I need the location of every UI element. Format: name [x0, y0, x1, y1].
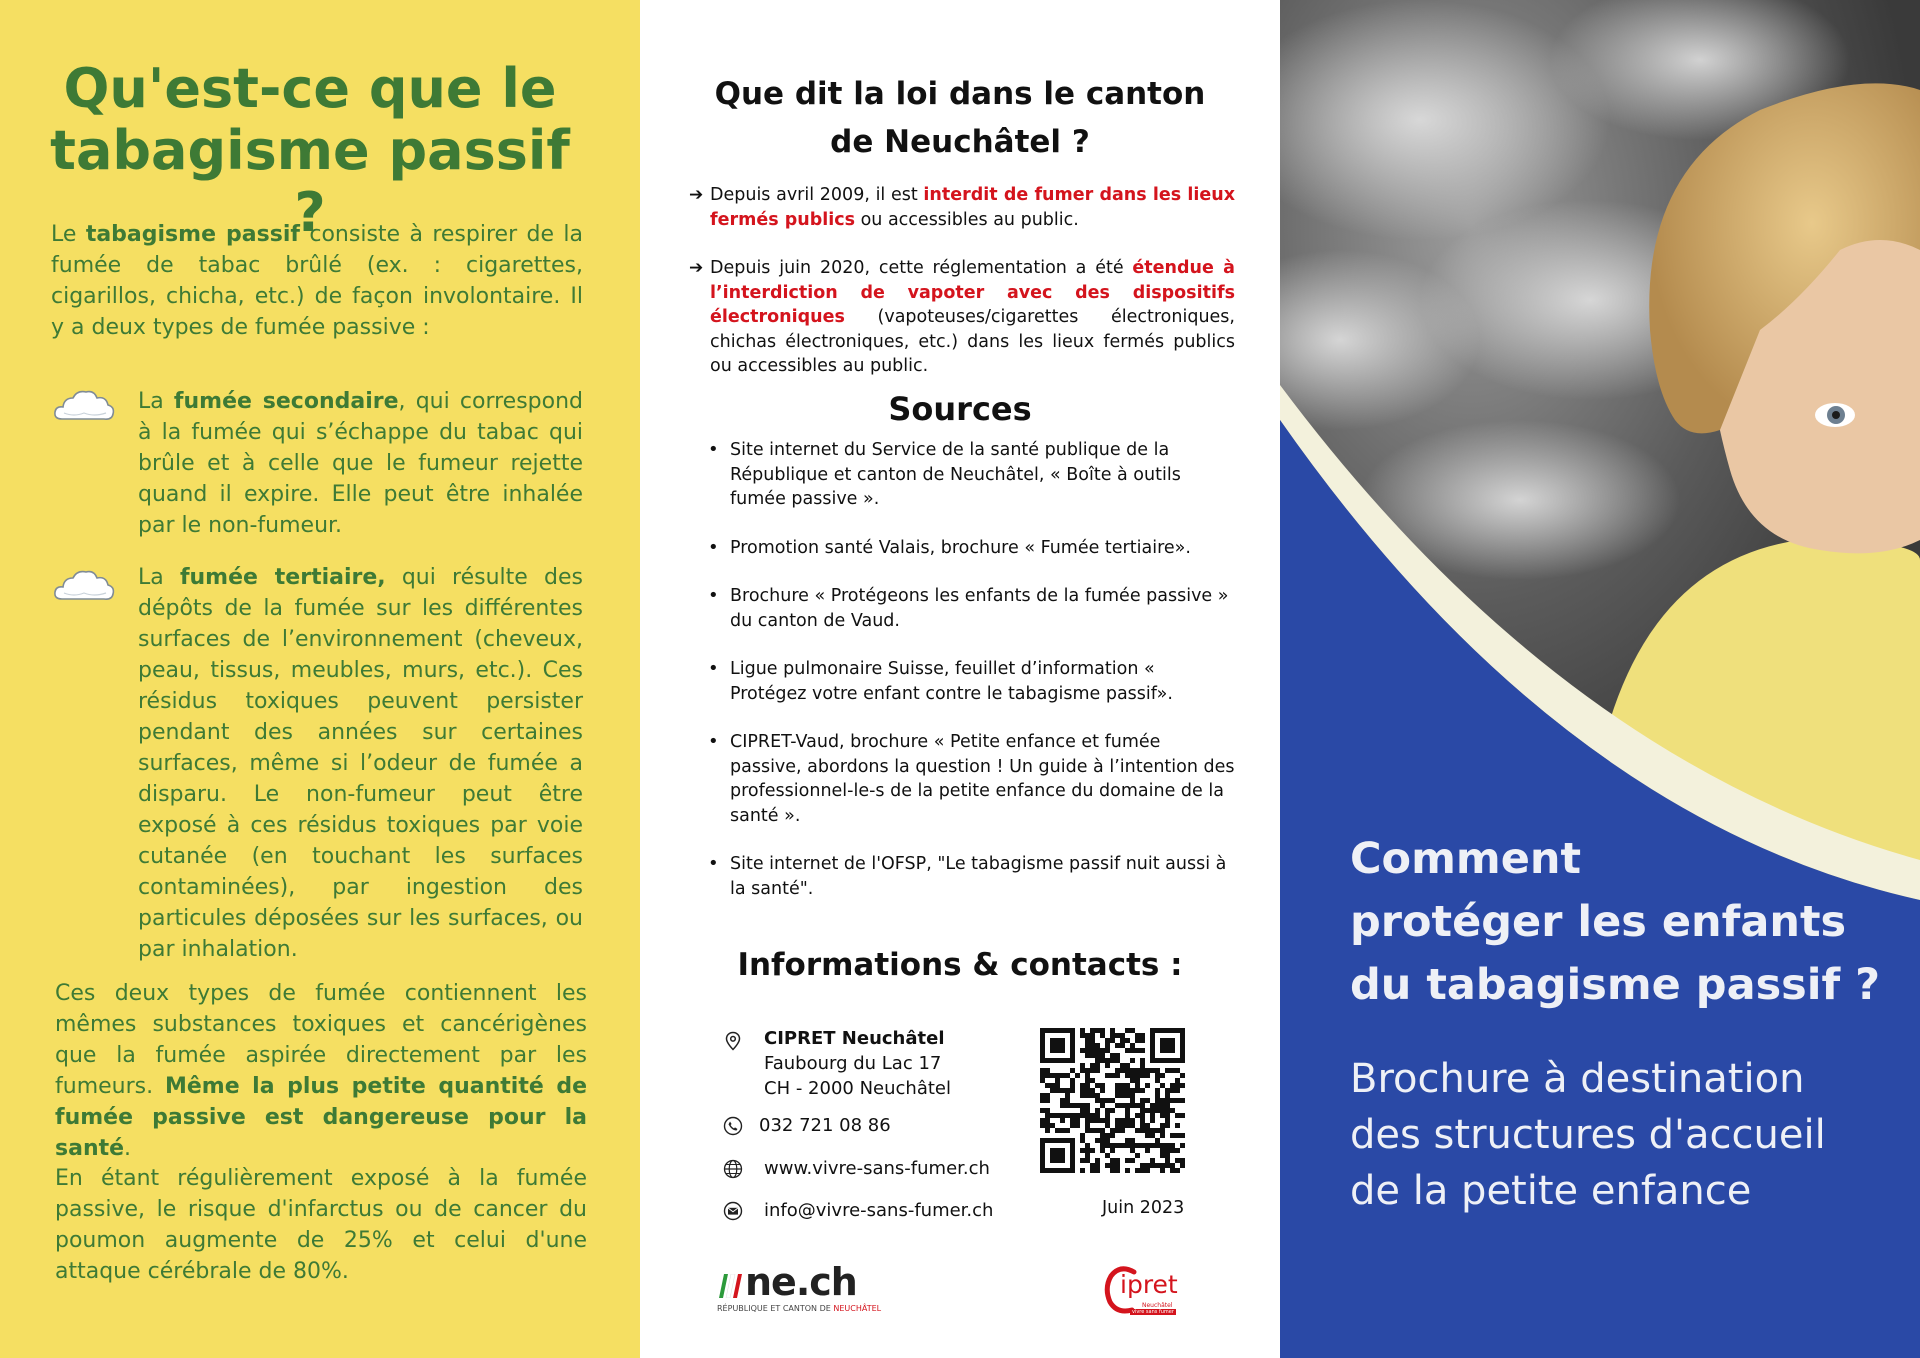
cover-title-line-2: protéger les enfants: [1350, 897, 1847, 947]
law1-highlight: interdit de fumer dans les lieux fermés publics: [710, 185, 1235, 230]
ne-ch-wordmark: ne.ch: [745, 1260, 857, 1304]
source-item: • Brochure « Protégeons les enfants de la fumée passive » du canton de Vaud.: [708, 584, 1235, 633]
law-title: [680, 70, 1240, 166]
title-line-1: Qu'est-ce que le: [63, 57, 557, 120]
intro-text-c: consiste à respirer de la fumée de tabac brûlé (ex. : cigarettes, cigarillos, chicha, etc.) de façon involontaire. Il y a deux types de fumée passive :: [51, 222, 584, 340]
globe-icon: [723, 1159, 743, 1179]
law-title-line-1: Que dit la loi dans le canton: [714, 76, 1206, 112]
address-line-1: Faubourg du Lac 17: [764, 1053, 942, 1074]
source-item: • Promotion santé Valais, brochure « Fumée tertiaire».: [708, 536, 1235, 561]
ne-flag-stripes-icon: [717, 1274, 743, 1298]
address-line-2: CH - 2000 Neuchâtel: [764, 1078, 951, 1099]
cipret-wordmark: ipret: [1120, 1270, 1178, 1299]
source-item: • CIPRET-Vaud, brochure « Petite enfance et fumée passive, abordons la question ! Un guide à l’intention des professionnel-le-s de la petite enfance du domaine de la santé ».: [708, 730, 1235, 828]
cover-title-line-1: Comment: [1350, 834, 1582, 884]
left-panel: [0, 0, 640, 1358]
location-pin-icon: [723, 1031, 743, 1051]
ne-caption-b: NEUCHÂTEL: [833, 1304, 882, 1313]
secondary-text-a: La: [138, 389, 174, 414]
secondary-text-c: , qui correspond à la fumée qui s’échappe du tabac qui brûle et à celle que le fumeur rejette quand il expire. Elle peut être inhalée par le non-fumeur.: [138, 389, 583, 538]
law-item-2009: [689, 183, 1235, 232]
tertiary-smoke-paragraph: [138, 562, 583, 965]
intro-bold: tabagisme passif: [85, 222, 300, 247]
secondary-smoke-paragraph: [138, 386, 583, 541]
right-panel: [1280, 0, 1920, 1358]
intro-paragraph: [51, 219, 583, 343]
secondary-bold: fumée secondaire: [173, 389, 399, 414]
both-text-a: Ces deux types de fumée contiennent les mêmes substances toxiques et cancérigènes que la fumée aspirée directement par les fumeurs.: [55, 981, 587, 1099]
intro-text-a: Le: [51, 222, 86, 247]
law1-text-a: Depuis avril 2009, il est: [710, 185, 924, 205]
risk-paragraph: En étant régulièrement exposé à la fumée passive, le risque d'infarctus ou de cancer du poumon augmente de 25% et celui d'une attaque cérébrale de 80%.: [55, 1166, 587, 1284]
ne-ch-caption: [717, 1304, 881, 1313]
cover-title-line-3: du tabagisme passif ?: [1350, 960, 1881, 1010]
cover-title: [1350, 828, 1890, 1017]
source-item: • Site internet de l'OFSP, "Le tabagisme passif nuit aussi à la santé".: [708, 852, 1235, 901]
tertiary-text-c: qui résulte des dépôts de la fumée sur les différentes surfaces de l’environnement (cheveux, peau, tissus, meubles, murs, etc.). Ces résidus toxiques peuvent persister pendant des années sur certaines surfaces, même si l’odeur de fumée a disparu. Le non-fumeur peut être exposé à ces résidus toxiques par voie cutanée (en touchant les surfaces contaminées), par ingestion des particules déposées sur les surfaces, ou par inhalation.: [138, 565, 583, 962]
sources-list: [708, 438, 1235, 925]
arrow-icon: ➔: [689, 185, 704, 205]
cipret-sub-1: Neuchâtel: [1142, 1302, 1173, 1309]
address-block: [764, 1026, 951, 1101]
both-text-c: .: [124, 1136, 132, 1161]
source-item: • Ligue pulmonaire Suisse, feuillet d’information « Protégez votre enfant contre le tabagisme passif».: [708, 657, 1235, 706]
phone-icon: [723, 1116, 743, 1136]
source-item: • Site internet du Service de la santé publique de la République et canton de Neuchâtel, « Boîte à outils fumée passive ».: [708, 438, 1235, 512]
arrow-icon: ➔: [689, 258, 704, 278]
cipret-sub-2: vivre sans fumer: [1132, 1309, 1174, 1315]
law2-text-c: (vapoteuses/cigarettes électroniques, chichas électroniques, etc.) dans les lieux fermés publics ou accessibles au public.: [710, 307, 1235, 376]
tertiary-bold: fumée tertiaire,: [179, 565, 386, 590]
title-line-2: tabagisme passif ?: [50, 119, 570, 244]
website-link[interactable]: www.vivre-sans-fumer.ch: [764, 1158, 990, 1179]
middle-panel: [640, 0, 1280, 1358]
contacts-title: Informations & contacts :: [737, 947, 1183, 983]
phone-number[interactable]: 032 721 08 86: [759, 1115, 891, 1136]
cover-subtitle: [1350, 1051, 1910, 1219]
law-title-line-2: de Neuchâtel ?: [830, 124, 1090, 160]
sources-title: Sources: [888, 390, 1032, 428]
cloud-icon: [52, 566, 116, 606]
cover-subtitle-line-1: Brochure à destination: [1350, 1056, 1805, 1102]
ne-caption-a: RÉPUBLIQUE ET CANTON DE: [717, 1304, 834, 1313]
law1-text-c: ou accessibles au public.: [855, 209, 1079, 230]
email-link[interactable]: info@vivre-sans-fumer.ch: [764, 1200, 994, 1221]
law2-highlight: étendue à l’interdiction de vapoter avec des dispositifs électroniques: [710, 258, 1235, 327]
law2-text-a: Depuis juin 2020, cette réglementation a été: [710, 258, 1133, 278]
tertiary-text-a: La: [138, 565, 180, 590]
cover-subtitle-line-2: des structures d'accueil: [1350, 1112, 1826, 1158]
publication-date: Juin 2023: [1102, 1198, 1185, 1218]
passive-smoking-title: [40, 58, 580, 244]
both-bold: Même la plus petite quantité de fumée passive est dangereuse pour la santé: [55, 1074, 587, 1161]
cloud-icon: [52, 386, 116, 426]
email-icon: [723, 1201, 743, 1221]
cover-subtitle-line-3: de la petite enfance: [1350, 1168, 1752, 1214]
qr-code: [1040, 1028, 1185, 1173]
both-types-paragraph: [55, 978, 587, 1164]
org-name: CIPRET Neuchâtel: [764, 1028, 945, 1049]
law-item-2020: [689, 256, 1235, 379]
